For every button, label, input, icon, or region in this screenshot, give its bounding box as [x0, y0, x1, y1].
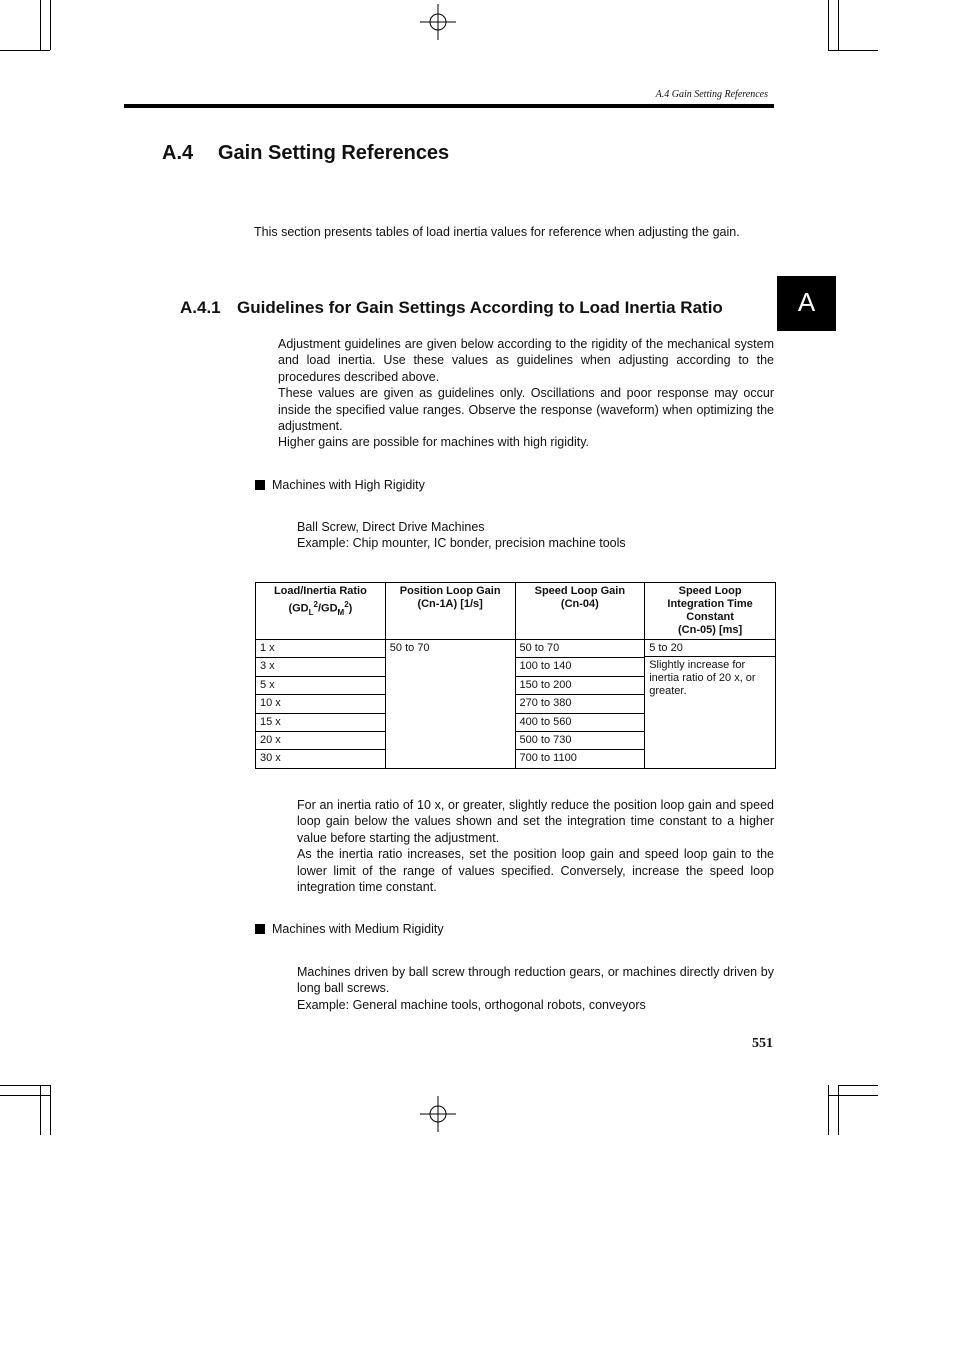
- speed-gain-cell: 150 to 200: [515, 676, 645, 694]
- header-speed-loop-gain: Speed Loop Gain (Cn-04): [515, 583, 645, 640]
- speed-gain-cell: 700 to 1100: [515, 750, 645, 768]
- integration-cell: [645, 640, 776, 769]
- page-number: 551: [752, 1036, 773, 1051]
- header-integration-time: Speed Loop Integration Time Constant (Cn-05) [ms]: [645, 583, 776, 640]
- subsection-number: A.4.1: [180, 298, 221, 317]
- position-gain-cell: 50 to 70: [385, 640, 515, 769]
- high-rigidity-line: Ball Screw, Direct Drive Machines: [297, 520, 485, 534]
- speed-gain-cell: 100 to 140: [515, 658, 645, 676]
- integration-value: 5 to 20: [645, 640, 775, 657]
- registration-mark-bottom: [420, 1096, 456, 1132]
- high-rigidity-heading: [255, 478, 425, 492]
- medium-rigidity-heading: [255, 922, 444, 936]
- speed-gain-cell: 400 to 560: [515, 713, 645, 731]
- header-position-loop-gain: Position Loop Gain (Cn-1A) [1/s]: [385, 583, 515, 640]
- ratio-cell: 20 x: [256, 731, 386, 749]
- high-rigidity-example: Example: Chip mounter, IC bonder, precision machine tools: [297, 536, 626, 551]
- gain-reference-table: [255, 582, 776, 769]
- guideline-paragraph: These values are given as guidelines only. Oscillations and poor response may occur inside the specified value ranges. Observe the response (waveform) when optimizing the adjustment.: [278, 386, 774, 434]
- high-rigidity-description: [297, 519, 774, 552]
- guideline-paragraph: Adjustment guidelines are given below according to the rigidity of the mechanical system and load inertia. Use these values as guidelines when adjusting according to the procedures described above.: [278, 337, 774, 384]
- guidelines-text: [278, 336, 774, 451]
- note-paragraph: For an inertia ratio of 10 x, or greater, slightly reduce the position loop gain and speed loop gain below the values shown and set the integration time constant to a higher value before starting the adjustment.: [297, 798, 774, 845]
- speed-gain-cell: 270 to 380: [515, 695, 645, 713]
- square-bullet-icon: [255, 924, 265, 934]
- speed-gain-cell: 50 to 70: [515, 640, 645, 658]
- subsection-heading: [180, 298, 723, 318]
- square-bullet-icon: [255, 480, 265, 490]
- integration-note: Slightly increase for inertia ratio of 20 x, or greater.: [649, 659, 756, 697]
- after-table-text: [297, 797, 774, 895]
- high-rigidity-label: Machines with High Rigidity: [272, 478, 425, 492]
- guideline-paragraph: Higher gains are possible for machines with high rigidity.: [278, 435, 590, 450]
- medium-rigidity-line: Machines driven by ball screw through reduction gears, or machines directly driven by long ball screws.: [297, 965, 774, 996]
- ratio-cell: 3 x: [256, 658, 386, 676]
- note-paragraph: As the inertia ratio increases, set the position loop gain and speed loop gain to the lower limit of the range of values specified. Conversely, increase the speed loop integration time constant.: [297, 847, 774, 895]
- ratio-cell: 15 x: [256, 713, 386, 731]
- section-title: Gain Setting References: [218, 142, 450, 164]
- medium-rigidity-label: Machines with Medium Rigidity: [272, 922, 444, 936]
- running-head: A.4 Gain Setting References: [655, 89, 768, 100]
- ratio-cell: 1 x: [256, 640, 386, 658]
- ratio-cell: 30 x: [256, 750, 386, 768]
- header-rule: [124, 104, 774, 108]
- subsection-title: Guidelines for Gain Settings According to Load Inertia Ratio: [237, 298, 723, 317]
- header-load-inertia: Load/Inertia Ratio $(GD_L^2/GD_M^2)$: [256, 583, 386, 640]
- section-heading: [162, 142, 449, 165]
- table-header-row: [256, 583, 776, 640]
- ratio-cell: 10 x: [256, 695, 386, 713]
- registration-mark-top: [420, 4, 456, 40]
- medium-rigidity-description: [297, 964, 774, 1013]
- intro-text: This section presents tables of load inertia values for reference when adjusting the gain.: [254, 225, 740, 239]
- table-row: [256, 640, 776, 658]
- speed-gain-cell: 500 to 730: [515, 731, 645, 749]
- section-number: A.4: [162, 142, 194, 164]
- appendix-tab: A: [777, 276, 836, 331]
- medium-rigidity-example: Example: General machine tools, orthogonal robots, conveyors: [297, 997, 646, 1012]
- ratio-cell: 5 x: [256, 676, 386, 694]
